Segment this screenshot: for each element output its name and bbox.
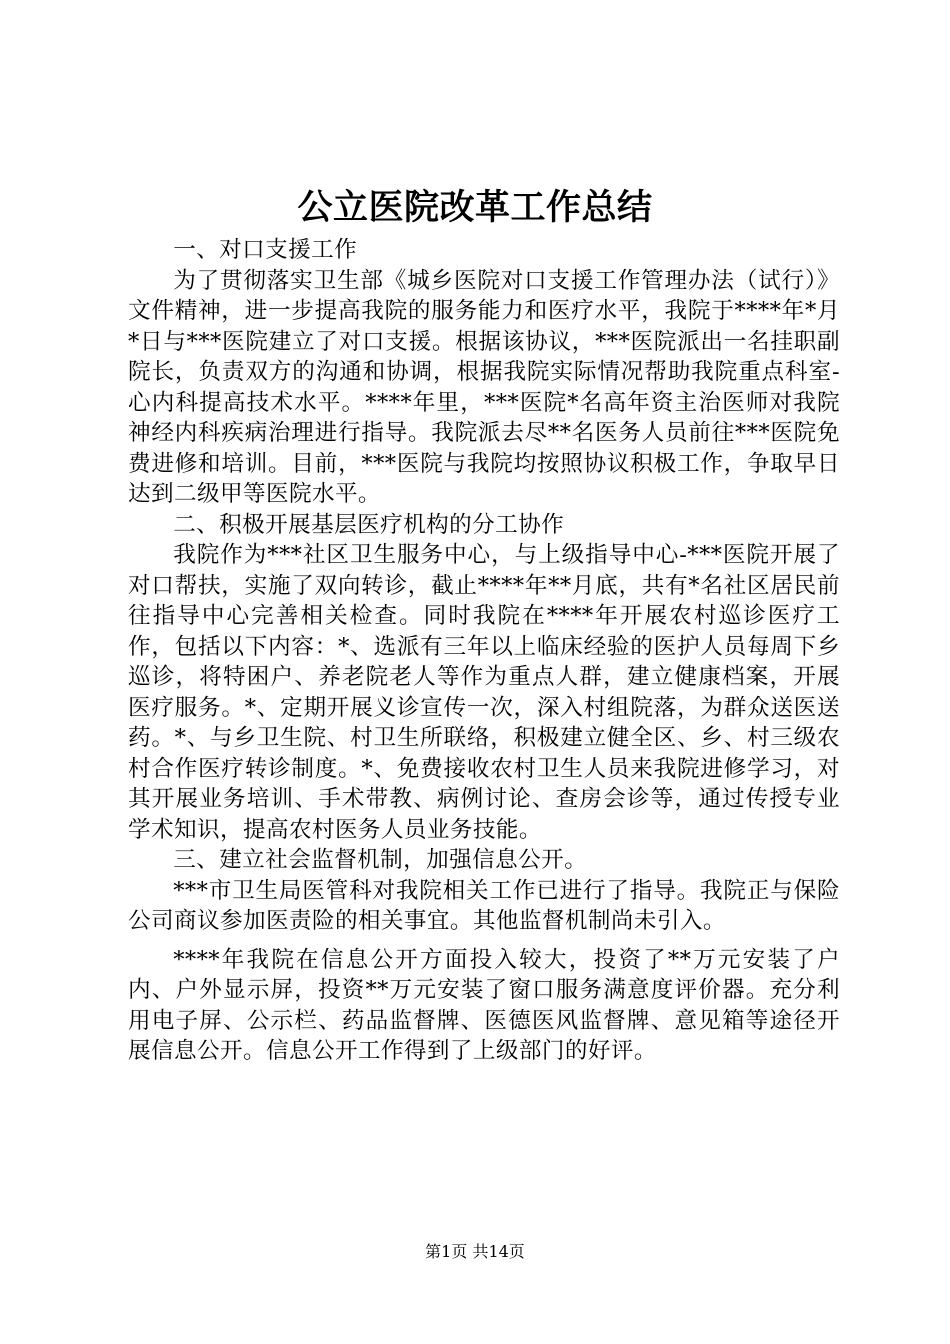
paragraph-3: ***市卫生局医管科对我院相关工作已进行了指导。我院正与保险公司商议参加医责险的相关事宜。其他监督机制尚未引入。 <box>128 877 840 934</box>
section-heading-3: 三、建立社会监督机制，加强信息公开。 <box>173 847 588 873</box>
paragraph-2: 我院作为***社区卫生服务中心，与上级指导中心-***医院开展了对口帮扶，实施了双向转诊，截止****年**月底，共有*名社区居民前往指导中心完善相关检查。同时我院在****年开展农村巡诊医疗工作，包括以下内容：*、选派有三年以上临床经验的医护人员每周下乡巡诊，将特困户、养老院老人等作为重点人群，建立健康档案，开展医疗服务。*、定期开展义诊宣传一次，深入村组院落，为群众送医送药。*、与乡卫生院、村卫生所联络，积极建立健全区、乡、村三级农村合作医疗转诊制度。*、免费接收农村卫生人员来我院进修学习，对其开展业务培训、手术带教、病例讨论、查房会诊等，通过传授专业学术知识，提高农村医务人员业务技能。 <box>128 542 840 843</box>
page-number: 第1页 共14页 <box>425 1242 525 1261</box>
section-heading-2: 二、积极开展基层医疗机构的分工协作 <box>173 511 565 538</box>
section-heading-1: 一、对口支援工作 <box>173 237 358 263</box>
document-body <box>128 235 840 1067</box>
document-title: 公立医院改革工作总结 <box>297 187 653 228</box>
paragraph-4: ****年我院在信息公开方面投入较大，投资了**万元安装了户内、户外显示屏，投资**万元安装了窗口服务满意度评价器。充分利用电子屏、公示栏、药品监督牌、医德医风监督牌、意见箱等途径开展信息公开。信息公开工作得到了上级部门的好评。 <box>128 946 840 1064</box>
paragraph-1: 为了贯彻落实卫生部《城乡医院对口支援工作管理办法（试行）》文件精神，进一步提高我院的服务能力和医疗水平，我院于****年*月*日与***医院建立了对口支援。根据该协议，***医院派出一名挂职副院长，负责双方的沟通和协调，根据我院实际情况帮助我院重点科室-心内科提高技术水平。****年里，***医院*名高年资主治医师对我院神经内科疾病治理进行指导。我院派去尽**名医务人员前往***医院免费进修和培训。目前，***医院与我院均按照协议积极工作，争取早日达到二级甲等医院水平。 <box>128 267 840 507</box>
